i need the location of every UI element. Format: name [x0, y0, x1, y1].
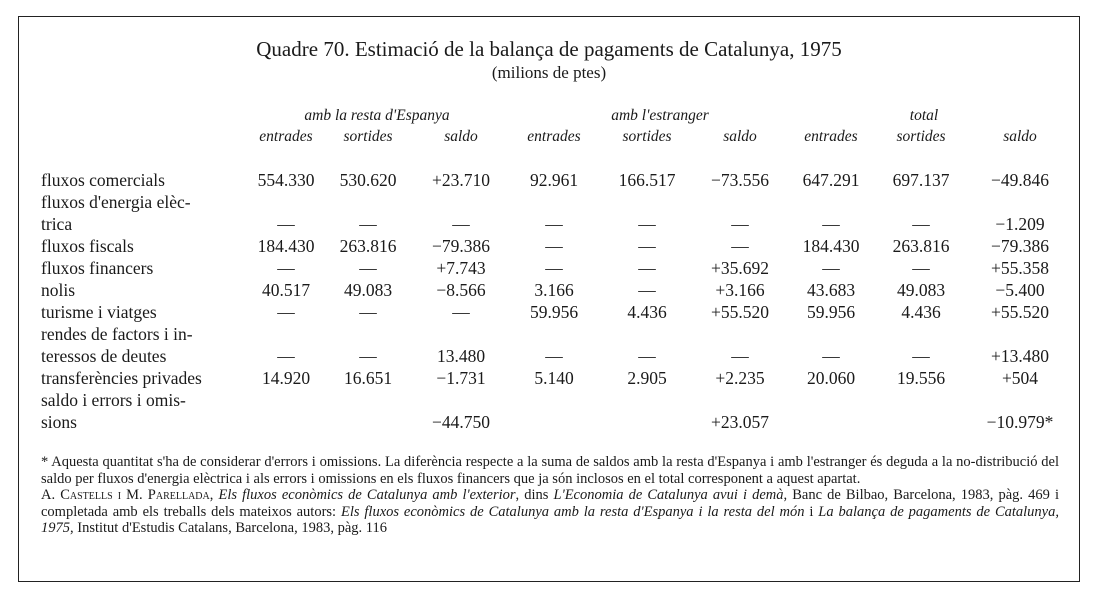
table-cell: — — [277, 214, 295, 234]
table-cell: — — [638, 346, 656, 366]
table-cell: +2.235 — [715, 368, 765, 388]
table-row — [19, 191, 1079, 213]
table-cell: 263.816 — [892, 236, 950, 256]
table-cell: — — [731, 214, 749, 234]
table-row — [19, 323, 1079, 345]
row-label: teressos de deutes — [41, 346, 167, 366]
source-text: i — [804, 503, 819, 520]
table-cell: −8.566 — [436, 280, 486, 300]
table-cell: — — [359, 302, 377, 322]
table-frame — [18, 16, 1080, 582]
table-cell: −1.731 — [436, 368, 486, 388]
table-cell: 43.683 — [806, 280, 856, 300]
row-label: fluxos d'energia elèc- — [41, 192, 191, 212]
table-cell: — — [545, 346, 563, 366]
table-cell: 263.816 — [339, 236, 397, 256]
table-cell: — — [277, 258, 295, 278]
row-label: turisme i viatges — [41, 302, 157, 322]
source-note — [41, 487, 1059, 537]
table-cell: — — [277, 302, 295, 322]
table-cell: +7.743 — [436, 258, 486, 278]
table-cell: — — [277, 346, 295, 366]
subheader-cell: saldo — [1003, 128, 1037, 145]
table-cell: +23.710 — [432, 170, 490, 190]
table-cell: — — [912, 346, 930, 366]
table-row — [19, 235, 1079, 257]
table-cell: 647.291 — [802, 170, 860, 190]
table-cell: 554.330 — [257, 170, 315, 190]
table-cell: — — [545, 214, 563, 234]
subheader-cell: saldo — [723, 128, 757, 145]
table-cell: −79.386 — [991, 236, 1049, 256]
table-row — [19, 279, 1079, 301]
table-cell: +23.057 — [711, 412, 769, 432]
table-cell: 4.436 — [627, 302, 667, 322]
source-work: L'Economia de Catalunya avui i demà — [553, 487, 784, 503]
table-cell: 92.961 — [529, 170, 579, 190]
row-label: trica — [41, 214, 73, 234]
group-header-spain: amb la resta d'Espanya — [304, 107, 450, 124]
table-row — [19, 213, 1079, 235]
table-cell: 19.556 — [896, 368, 946, 388]
table-cell: — — [731, 346, 749, 366]
table-cell: 40.517 — [261, 280, 311, 300]
table-cell: +35.692 — [711, 258, 769, 278]
table-cell: 20.060 — [806, 368, 856, 388]
subheader-cell: entrades — [259, 128, 313, 145]
subheader-cell: sortides — [896, 128, 946, 145]
table-cell: 59.956 — [529, 302, 579, 322]
row-label: nolis — [41, 280, 76, 300]
table-cell: 2.905 — [627, 368, 667, 388]
table-cell: 4.436 — [901, 302, 941, 322]
subheader-cell: sortides — [622, 128, 672, 145]
table-cell: −44.750 — [432, 412, 490, 432]
source-text: , — [209, 487, 219, 503]
table-cell: — — [359, 214, 377, 234]
table-cell: −5.400 — [995, 280, 1045, 300]
row-label: saldo i errors i omis- — [41, 390, 186, 410]
table-cell: +55.520 — [991, 302, 1049, 322]
table-cell: — — [912, 214, 930, 234]
table-cell: — — [731, 236, 749, 256]
table-cell: 14.920 — [261, 368, 311, 388]
table-cell: — — [822, 346, 840, 366]
table-cell: — — [545, 236, 563, 256]
source-work: La balança de pagaments de Catalunya, 1975 — [41, 503, 1059, 536]
table-row — [19, 389, 1079, 411]
table-cell: — — [638, 280, 656, 300]
row-label: fluxos comercials — [41, 170, 165, 190]
page-subtitle: (milions de ptes) — [491, 63, 607, 82]
source-text: , Institut d'Estudis Catalans, Barcelona, 1983, pàg. 116 — [70, 520, 387, 536]
row-label: sions — [41, 412, 77, 432]
table-cell: 16.651 — [343, 368, 393, 388]
subheader-cell: entrades — [804, 128, 858, 145]
table-cell: −1.209 — [995, 214, 1045, 234]
table-cell: +13.480 — [991, 346, 1049, 366]
table-cell: 184.430 — [802, 236, 860, 256]
source-work: Els fluxos econòmics de Catalunya amb la resta d'Espanya i la resta del món — [340, 503, 805, 520]
table-cell: +55.358 — [991, 258, 1049, 278]
table-cell: −73.556 — [711, 170, 769, 190]
table-cell: — — [452, 302, 470, 322]
table-cell: 166.517 — [618, 170, 676, 190]
notes — [41, 454, 1059, 537]
table-cell: — — [545, 258, 563, 278]
table-cell: 49.083 — [343, 280, 393, 300]
group-header-total: total — [909, 107, 939, 124]
table-row — [19, 301, 1079, 323]
table-cell: 530.620 — [339, 170, 397, 190]
row-label: transferències privades — [41, 368, 202, 388]
table-row — [19, 345, 1079, 367]
table-cell: +55.520 — [711, 302, 769, 322]
source-text: , dins — [515, 487, 554, 503]
row-label: rendes de factors i in- — [41, 324, 193, 344]
table-cell: 59.956 — [806, 302, 856, 322]
source-work: Els fluxos econòmics de Catalunya amb l'exterior — [218, 487, 516, 503]
subheader-cell: sortides — [343, 128, 393, 145]
table-cell: — — [638, 258, 656, 278]
source-text: , Banc de Bilbao, Barcelona, 1983, pàg. 469 i completada amb els treballs dels mateixos autors: — [41, 487, 1060, 520]
table-cell: −49.846 — [991, 170, 1049, 190]
table-cell: +3.166 — [715, 280, 765, 300]
table-cell: −79.386 — [432, 236, 490, 256]
row-label: fluxos fiscals — [41, 236, 134, 256]
table-cell: 697.137 — [892, 170, 950, 190]
table-cell: — — [359, 258, 377, 278]
group-header-abroad: amb l'estranger — [611, 107, 709, 124]
table-row — [19, 367, 1079, 389]
row-label: fluxos financers — [41, 258, 154, 278]
table-row — [19, 411, 1079, 433]
subheader-cell: saldo — [444, 128, 478, 145]
table-cell: — — [638, 214, 656, 234]
table-cell: 3.166 — [534, 280, 574, 300]
table-cell: +504 — [1001, 368, 1039, 388]
table-cell: 13.480 — [436, 346, 486, 366]
table-cell: — — [822, 258, 840, 278]
table-cell: — — [822, 214, 840, 234]
table-cell: 49.083 — [896, 280, 946, 300]
table-cell: — — [359, 346, 377, 366]
table-row — [19, 169, 1079, 191]
table-cell: — — [452, 214, 470, 234]
subheader-cell: entrades — [527, 128, 581, 145]
table-cell: — — [912, 258, 930, 278]
table-cell: 5.140 — [534, 368, 574, 388]
table-cell: 184.430 — [257, 236, 315, 256]
source-authors: A. Castells i M. Parellada — [41, 487, 210, 503]
table-cell: −10.979* — [986, 412, 1054, 432]
table-row — [19, 257, 1079, 279]
footnote: * Aquesta quantitat s'ha de considerar d'errors i omissions. La diferència respecte a la suma de saldos amb la resta d'Espanya i amb l'estranger és deguda a la no-distribució del saldo per fluxos d'energia elèctrica i als errors i omissions en els fluxos financers que ja són inclosos en el total corresponent a aquest apartat. — [41, 454, 1059, 487]
page-title: Quadre 70. Estimació de la balança de pagaments de Catalunya, 1975 — [256, 37, 842, 61]
table-cell: — — [638, 236, 656, 256]
